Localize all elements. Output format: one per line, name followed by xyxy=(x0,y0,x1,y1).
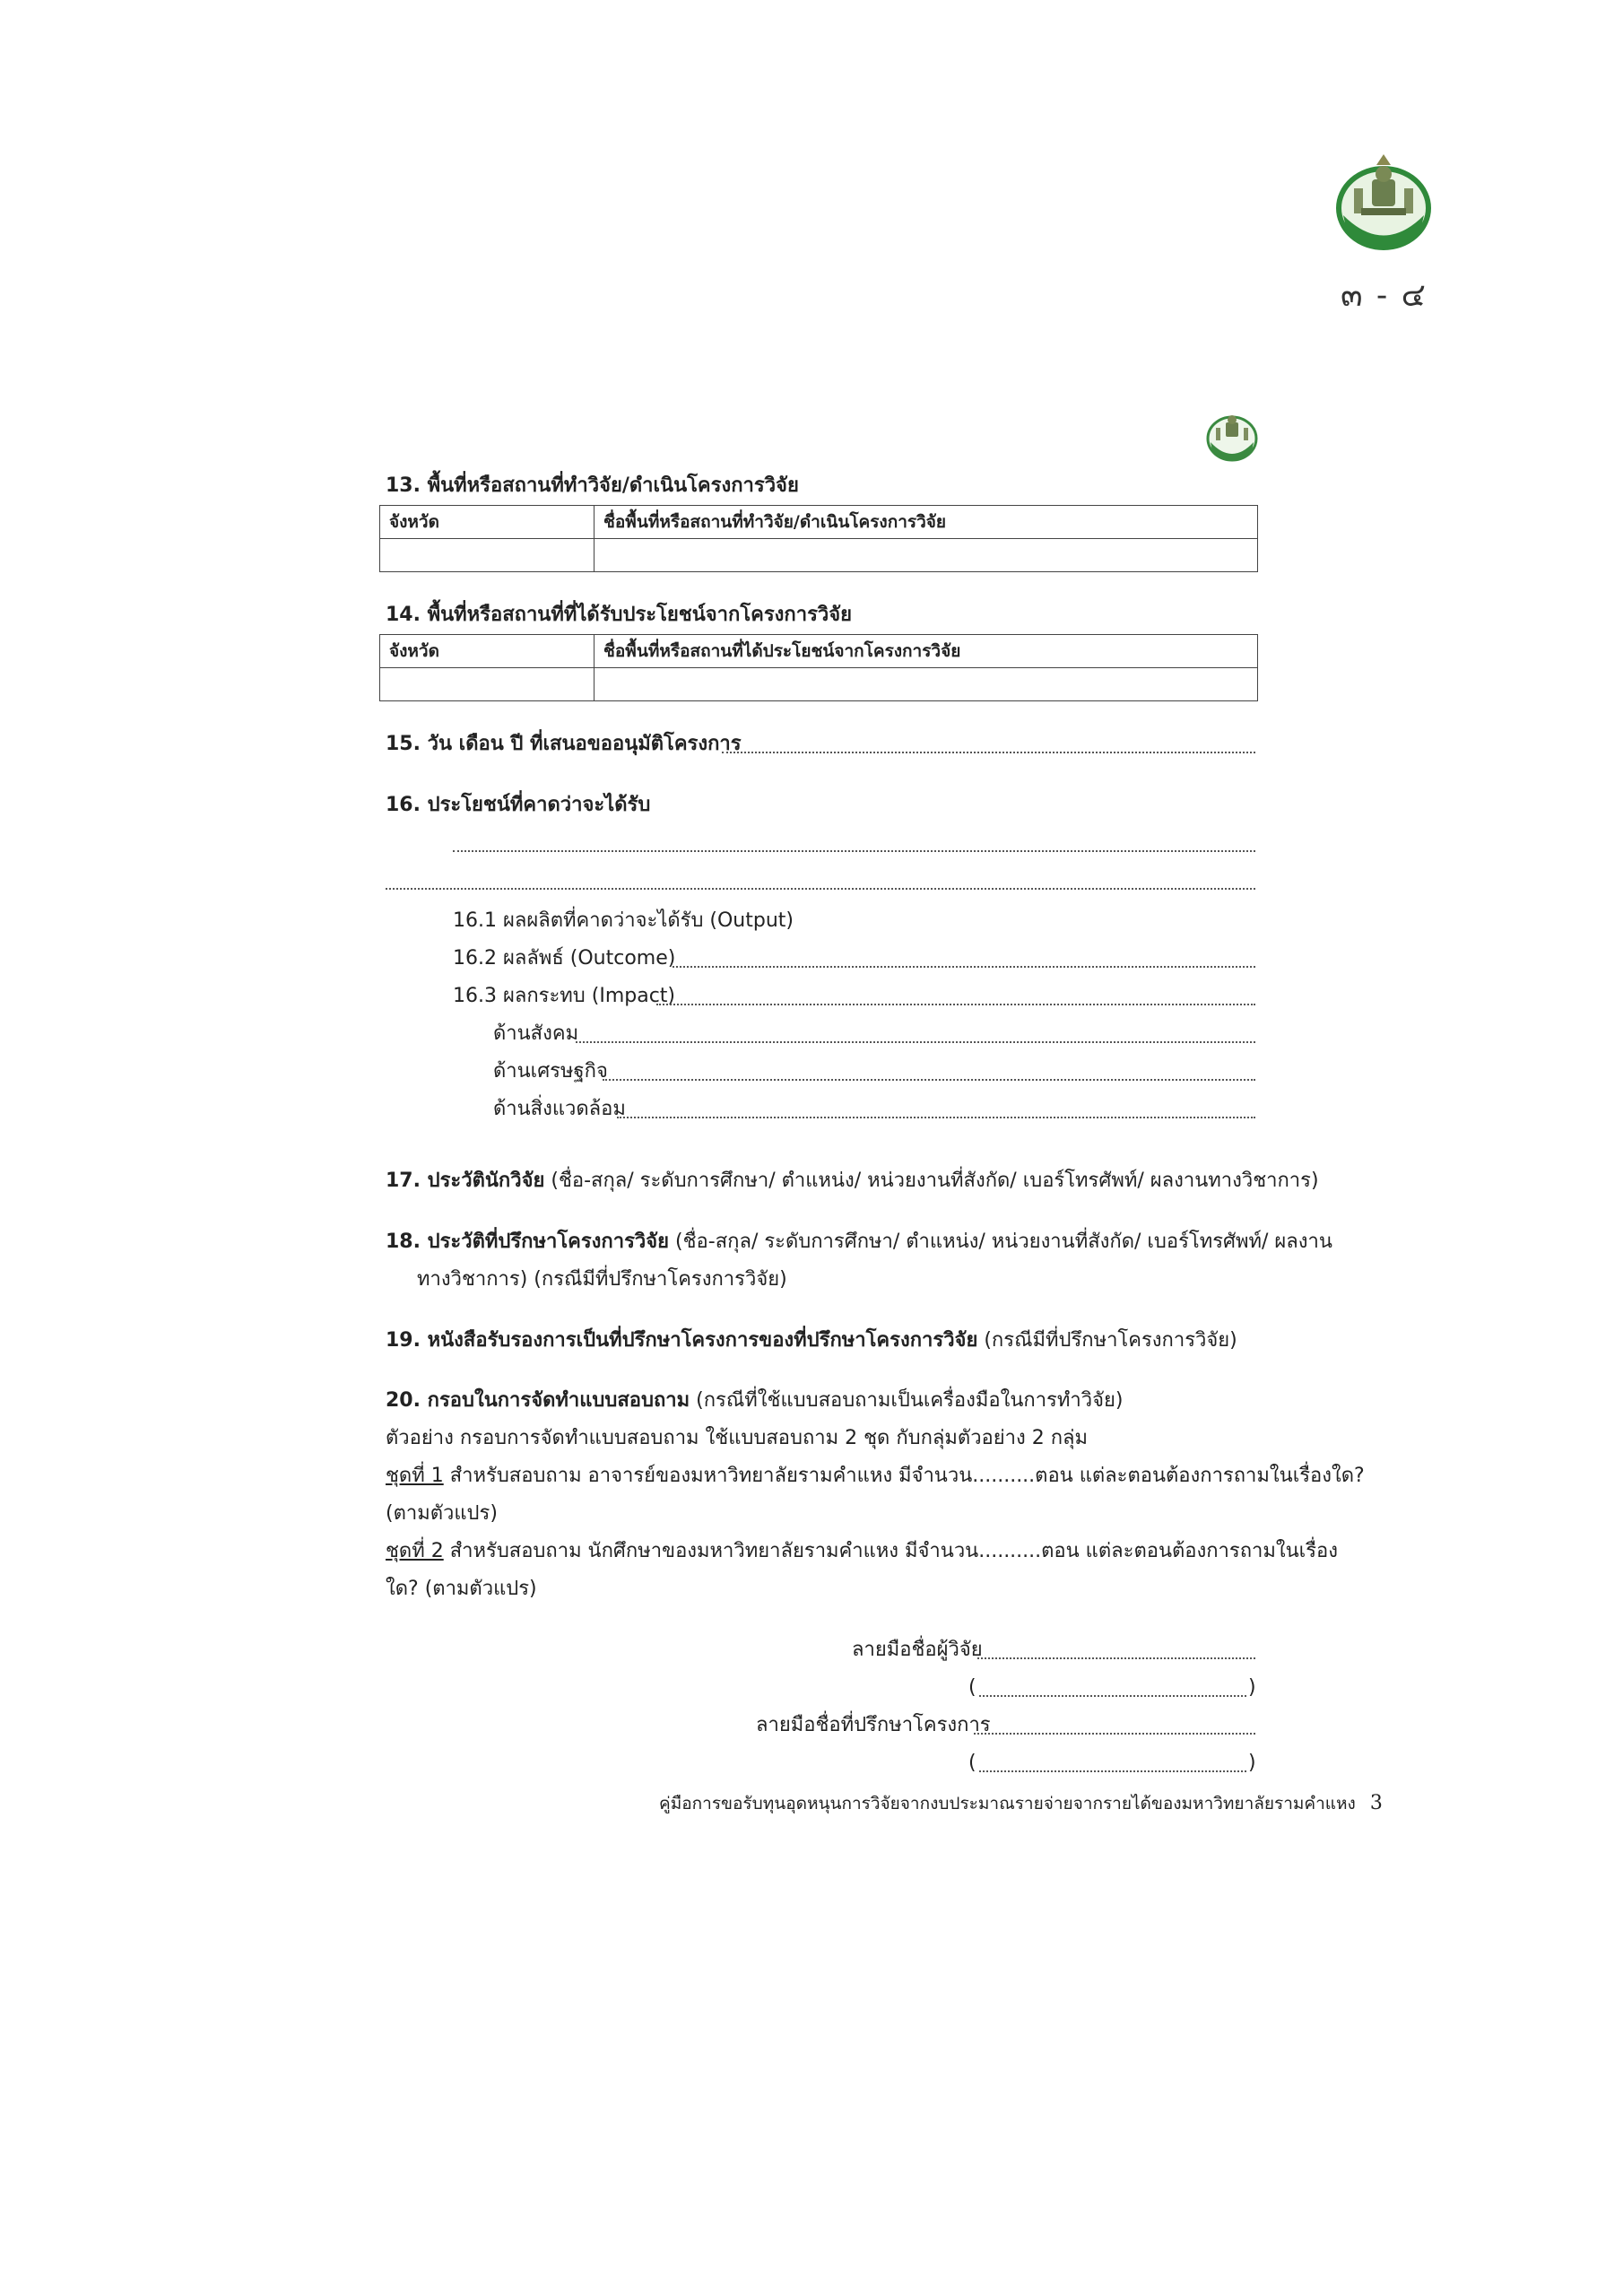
section-20-title: 20. กรอบในการจัดทำแบบสอบถาม xyxy=(386,1389,690,1412)
section-18-detail-cont: ทางวิชาการ) (กรณีมีที่ปรึกษาโครงการวิจัย) xyxy=(417,1268,787,1291)
section-20-detail: (กรณีที่ใช้แบบสอบถามเป็นเครื่องมือในการทำวิจัย) xyxy=(696,1389,1124,1412)
section-16-title: 16. ประโยชน์ที่คาดว่าจะได้รับ xyxy=(386,794,651,816)
outcome-field[interactable] xyxy=(673,950,1255,968)
beneficiary-place-cell[interactable] xyxy=(595,668,1258,701)
outcome-label: 16.2 ผลลัพธ์ (Outcome) xyxy=(453,947,676,970)
researcher-signature-field[interactable] xyxy=(977,1641,1255,1659)
section-14-title: 14. พื้นที่หรือสถานที่ที่ได้รับประโยชน์จากโครงการวิจัย xyxy=(386,604,853,626)
social-field[interactable] xyxy=(576,1025,1255,1043)
section-14-table xyxy=(379,634,1258,701)
environment-label: ด้านสิ่งแวดล้อม xyxy=(493,1098,626,1120)
section-13-title: 13. พื้นที่หรือสถานที่ทำวิจัย/ดำเนินโครงการวิจัย xyxy=(386,474,799,497)
page-number: ๓ - ๔ xyxy=(1341,277,1428,314)
section-17 xyxy=(386,1168,1319,1195)
province-cell[interactable] xyxy=(380,668,595,701)
advisor-signature-label: ลายมือชื่อที่ปรึกษาโครงการ xyxy=(756,1714,991,1736)
place-cell[interactable] xyxy=(595,539,1258,572)
section-19 xyxy=(386,1327,1237,1354)
table-header-province: จังหวัด xyxy=(380,506,595,539)
set-2-cont: ใด? (ตามตัวแปร) xyxy=(386,1578,537,1600)
section-17-title: 17. ประวัตินักวิจัย xyxy=(386,1170,545,1192)
advisor-signature-field[interactable] xyxy=(974,1717,1255,1735)
province-cell[interactable] xyxy=(380,539,595,572)
output-label: 16.1 ผลผลิตที่คาดว่าจะได้รับ (Output) xyxy=(453,909,794,932)
footer-text: คู่มือการขอรับทุนอุดหนุนการวิจัยจากงบประมาณรายจ่ายจากรายได้ของมหาวิทยาลัยรามคำแหง xyxy=(659,1794,1356,1813)
social-label: ด้านสังคม xyxy=(493,1022,579,1045)
section-18-title: 18. ประวัติที่ปรึกษาโครงการวิจัย xyxy=(386,1231,670,1253)
economic-field[interactable] xyxy=(603,1063,1255,1081)
advisor-name-open: ( xyxy=(968,1752,976,1774)
advisor-name-field[interactable] xyxy=(979,1754,1246,1772)
impact-field[interactable] xyxy=(656,987,1255,1005)
section-19-title: 19. หนังสือรับรองการเป็นที่ปรึกษาโครงการของที่ปรึกษาโครงการวิจัย xyxy=(386,1329,978,1352)
university-logo xyxy=(1334,152,1433,253)
section-20 xyxy=(386,1387,1123,1414)
section-18 xyxy=(386,1229,1332,1256)
section-13-table xyxy=(379,505,1258,572)
questionnaire-set-1 xyxy=(386,1463,1365,1490)
set-2-label: ชุดที่ 2 xyxy=(386,1540,444,1562)
impact-label: 16.3 ผลกระทบ (Impact) xyxy=(453,985,676,1007)
footer xyxy=(659,1790,1383,1817)
table-header-place: ชื่อพื้นที่หรือสถานที่ทำวิจัย/ดำเนินโครงการวิจัย xyxy=(595,506,1258,539)
questionnaire-example: ตัวอย่าง กรอบการจัดทำแบบสอบถาม ใช้แบบสอบถาม 2 ชุด กับกลุ่มตัวอย่าง 2 กลุ่ม xyxy=(386,1427,1089,1449)
section-15-label: 15. วัน เดือน ปี ที่เสนอขออนุมัติโครงการ xyxy=(386,733,742,755)
set-1-cont: (ตามตัวแปร) xyxy=(386,1502,498,1525)
researcher-name-field[interactable] xyxy=(979,1679,1246,1697)
researcher-name-close: ) xyxy=(1248,1676,1256,1699)
section-18-detail: (ชื่อ-สกุล/ ระดับการศึกษา/ ตำแหน่ง/ หน่วยงานที่สังกัด/ เบอร์โทรศัพท์/ ผลงาน xyxy=(675,1231,1332,1253)
researcher-name-open: ( xyxy=(968,1676,976,1699)
university-logo-small xyxy=(1205,408,1259,464)
benefit-line-1[interactable] xyxy=(453,834,1255,852)
set-2-text: สำหรับสอบถาม นักศึกษาของมหาวิทยาลัยรามคำแหง มีจำนวน..........ตอน แต่ละตอนต้องการถามในเรื่อง xyxy=(449,1540,1338,1562)
set-1-label: ชุดที่ 1 xyxy=(386,1465,444,1487)
economic-label: ด้านเศรษฐกิจ xyxy=(493,1060,608,1083)
table-header-beneficiary-place: ชื่อพื้นที่หรือสถานที่ได้ประโยชน์จากโครงการวิจัย xyxy=(595,635,1258,668)
benefit-line-2[interactable] xyxy=(386,872,1255,890)
set-1-text: สำหรับสอบถาม อาจารย์ของมหาวิทยาลัยรามคำแหง มีจำนวน..........ตอน แต่ละตอนต้องการถามในเรื่องใด? xyxy=(449,1465,1365,1487)
section-17-detail: (ชื่อ-สกุล/ ระดับการศึกษา/ ตำแหน่ง/ หน่วยงานที่สังกัด/ เบอร์โทรศัพท์/ ผลงานทางวิชาการ) xyxy=(551,1170,1319,1192)
approval-date-field[interactable] xyxy=(722,735,1255,753)
table-header-province: จังหวัด xyxy=(380,635,595,668)
researcher-signature-label: ลายมือชื่อผู้วิจัย xyxy=(852,1639,983,1661)
section-19-detail: (กรณีมีที่ปรึกษาโครงการวิจัย) xyxy=(984,1329,1237,1352)
questionnaire-set-2 xyxy=(386,1538,1338,1565)
environment-field[interactable] xyxy=(617,1100,1255,1118)
advisor-name-close: ) xyxy=(1248,1752,1256,1774)
footer-page-number: 3 xyxy=(1369,1792,1383,1814)
